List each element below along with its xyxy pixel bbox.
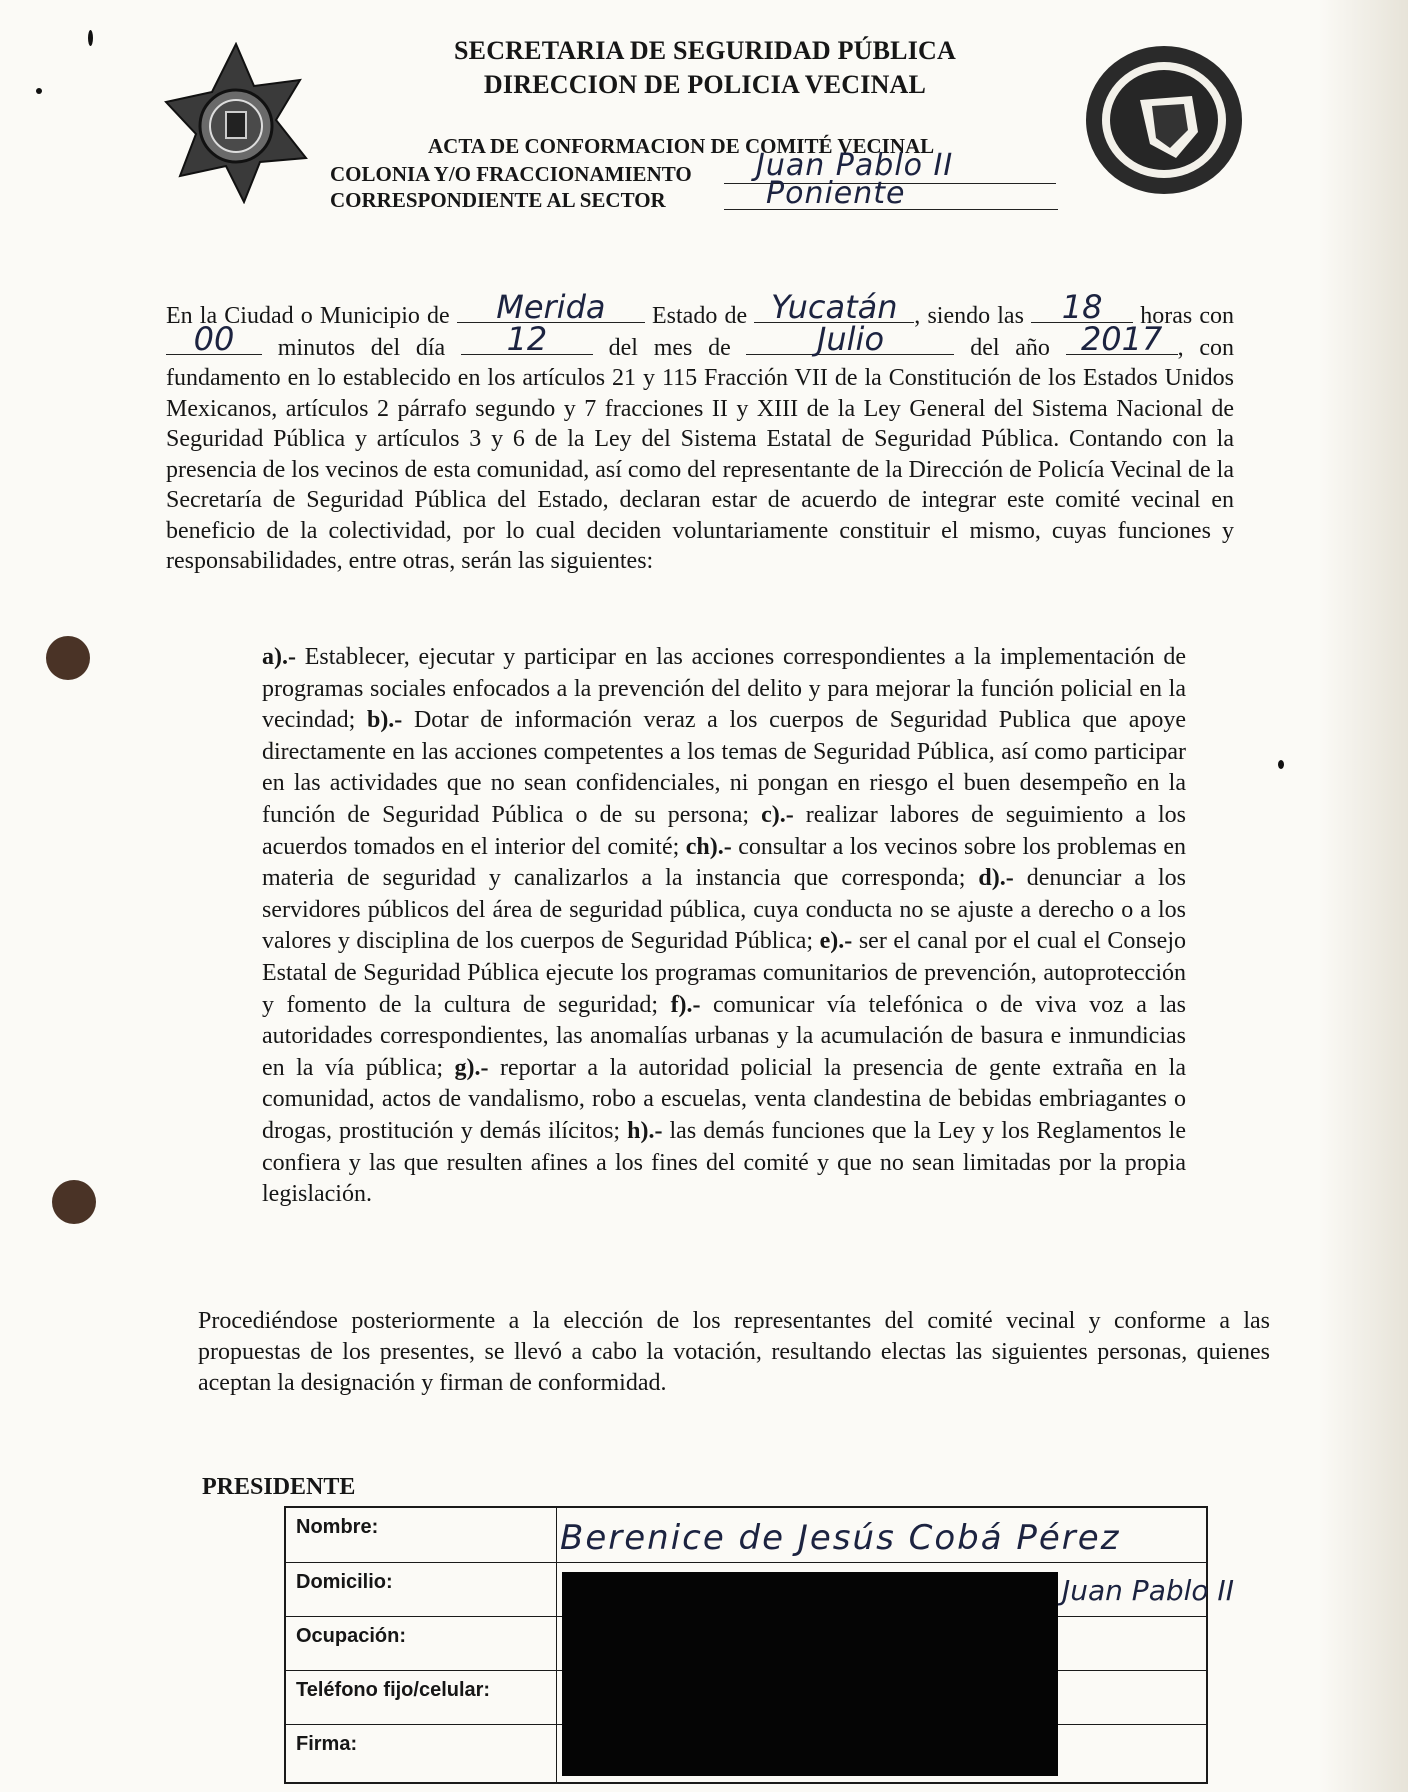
ink-speck [1278,760,1284,769]
dia-blank [461,319,593,358]
dia-handwritten: 12 [506,319,548,358]
telefono-label: Teléfono fijo/celular: [296,1679,491,1701]
ocupacion-label: Ocupación: [296,1625,407,1647]
president-heading: PRESIDENTE [202,1474,356,1500]
minutos-handwritten: 00 [193,319,235,358]
intro-text: , siendo las [914,303,1024,329]
intro-text: Estado de [652,303,748,329]
colonia-label: COLONIA Y/O FRACCIONAMIENTO [330,162,692,186]
closing-paragraph: Procediéndose posteriormente a la elección de los representantes del comité vecinal y conforme a las propuestas de los presentes, se llevó a cabo la votación, resultando electas las siguientes personas, quienes aceptan la designación y firman de conformidad. [198,1308,1270,1396]
colonia-handwritten: Juan Pablo II [756,148,954,183]
police-star-logo [160,42,312,204]
direccion-title: DIRECCION DE POLICIA VECINAL [483,70,927,99]
intro-text: minutos del día [277,334,446,361]
function-letter: h).- [627,1117,663,1144]
sector-label: CORRESPONDIENTE AL SECTOR [330,188,666,212]
nombre-label: Nombre: [296,1516,379,1538]
consejo-estatal-seal [1080,40,1248,200]
intro-text: , con fundamento en lo establecido en los artículos 21 y 115 Fracción VII de la Constitución de los Estados Unidos Mexicanos, artículos 2 párrafo segundo y 7 fracciones II y XIII de la Ley General del Sistema Nacional de Seguridad Pública y artículos 3 y 6 de la Ley del Sistema Estatal de Seguridad Pública. Contando con la presencia de los vecinos de esta comunidad, así como del representante de la Dirección de Policía Vecinal de la Secretaría de Seguridad Pública del Estado, declaran estar de acuerdo de integrar este comité vecinal en beneficio de la colectividad, por lo cual deciden voluntariamente constituir el mismo, cuyas funciones y responsabilidades, entre otras, serán las siguientes: [166,334,1235,574]
function-text: Establecer, ejecutar y participar en las acciones correspondientes a la implementación de programas sociales enfocados a la prevención del delito y para mejorar la función policial en la vecindad; [262,644,1186,734]
mes-handwritten: Julio [816,319,885,358]
function-text: ser el canal por el cual el Consejo Estatal de Seguridad Pública ejecute los programas comunitarios de prevención, autoprotección y fomento de la cultura de seguridad; [262,928,1187,1018]
intro-text: horas con [1140,303,1235,329]
secretaria-title: SECRETARIA DE SEGURIDAD PÚBLICA [454,36,956,65]
anio-blank [1066,319,1178,358]
function-letter: g).- [454,1054,489,1081]
function-letter: d).- [978,865,1014,892]
municipio-handwritten: Merida [496,288,606,326]
horas-handwritten: 18 [1061,288,1103,326]
intro-paragraph [166,288,1235,577]
municipio-blank [457,288,645,326]
function-text: las demás funciones que la Ley y los Reglamentos le confiera y las que resulten afines a los fines del comité y que no sean limitadas por la propia legislación. [262,1117,1187,1208]
ink-speck [36,88,42,94]
intro-text: del año [970,334,1050,361]
function-letter: b).- [366,707,403,734]
function-letter: ch).- [685,833,732,860]
function-text: realizar labores de seguimiento a los acuerdos tomados en el interior del comité; [262,801,1186,860]
sector-handwritten: Poniente [766,176,906,211]
function-letter: a).- [262,644,296,670]
punch-hole-top [46,636,90,680]
minutos-blank [166,319,262,358]
nombre-handwritten: Berenice de Jesús Cobá Pérez [560,1518,1121,1558]
function-text: consultar a los vecinos sobre los problemas en materia de seguridad y canalizarlos a la instancia que corresponda; [262,833,1187,892]
function-text: reportar a la autoridad policial la presencia de gente extraña en la comunidad, actos de vandalismo, robo a escuelas, venta clandestina de bebidas embriagantes o drogas, prostitución y demás ilícitos; [262,1054,1186,1144]
function-text: Dotar de información veraz a los cuerpos de Seguridad Publica que apoye directamente en las acciones competentes a los temas de Seguridad Pública, así como participar en las actividades que no sean confidenciales, ni pongan en riesgo el buen desempeño en la función de Seguridad Pública o de su persona; [262,707,1187,828]
intro-text: En la Ciudad o Municipio de [166,303,450,329]
domicilio-handwritten: Juan Pablo II [1062,1574,1234,1607]
redaction-block [562,1572,1058,1776]
function-text: denunciar a los servidores públicos del área de seguridad pública, cuya conducta no se ajuste a derecho o a los valores y disciplina de los cuerpos de Seguridad Pública; [262,865,1186,955]
function-text: comunicar vía telefónica o de viva voz a las autoridades correspondientes, las anomalías urbanas y la acumulación de basura e inmundicias en la vía pública; [262,991,1186,1081]
function-letter: c).- [761,801,794,828]
anio-handwritten: 2017 [1080,319,1163,358]
functions-paragraph [262,642,1186,1211]
paper-edge-shadow [1318,0,1408,1792]
function-letter: e).- [819,928,853,955]
mes-blank [746,319,954,358]
function-letter: f).- [670,991,701,1018]
domicilio-label: Domicilio: [296,1571,393,1593]
ink-speck [88,30,93,46]
estado-handwritten: Yucatán [771,288,898,326]
firma-label: Firma: [296,1733,358,1755]
intro-text: del mes de [608,334,731,361]
punch-hole-bottom [52,1180,96,1224]
act-title: ACTA DE CONFORMACION DE COMITÉ VECINAL [428,134,935,158]
